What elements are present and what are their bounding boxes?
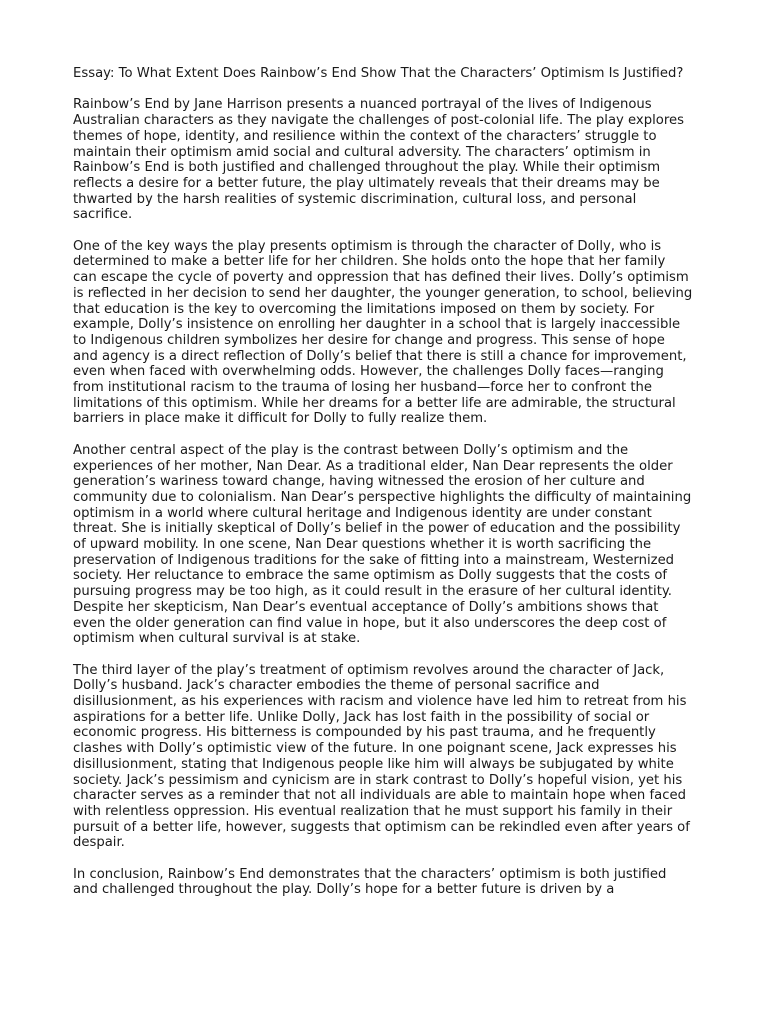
paragraph-jack: The third layer of the play’s treatment of optimism revolves around the character of Jack, Dolly’s husband. Jack’s character embodies the theme of personal sacrifice and disillusionment, as his experiences with racism and violence have led him to retreat from his aspirations for a better life. Unlike Dolly, Jack has lost faith in the possibility of social or economic progress. His bitterness is compounded by his past trauma, and he frequently clashes with Dolly’s optimistic view of the future. In one poignant scene, Jack expresses his disillusionment, stating that Indigenous people like him will always be subjugated by white society. Jack’s pessimism and cynicism are in stark contrast to Dolly’s hopeful vision, yet his character serves as a reminder that not all individuals are able to maintain hope when faced with relentless oppression. His eventual realization that he must support his family in their pursuit of a better life, however, suggests that optimism can be rekindled even after years of despair. <box>73 662 690 851</box>
paragraph-nan-dear: Another central aspect of the play is the contrast between Dolly’s optimism and the experiences of her mother, Nan Dear. As a traditional elder, Nan Dear represents the older generation’s wariness toward change, having witnessed the erosion of her culture and community due to colonialism. Nan Dear’s perspective highlights the difficulty of maintaining optimism in a world where cultural heritage and Indigenous identity are under constant threat. She is initially skeptical of Dolly’s belief in the power of education and the possibility of upward mobility. In one scene, Nan Dear questions whether it is worth sacrificing the preservation of Indigenous traditions for the sake of fitting into a mainstream, Westernized society. Her reluctance to embrace the same optimism as Dolly suggests that the costs of pursuing progress may be too high, as it could result in the erasure of her cultural identity. Despite her skepticism, Nan Dear’s eventual acceptance of Dolly’s ambitions shows that even the older generation can find value in hope, but it also underscores the deep cost of optimism when cultural survival is at stake. <box>73 442 692 647</box>
paragraph-dolly: One of the key ways the play presents optimism is through the character of Dolly, who is determined to make a better life for her children. She holds onto the hope that her family can escape the cycle of poverty and oppression that has defined their lives. Dolly’s optimism is reflected in her decision to send her daughter, the younger generation, to school, believing that education is the key to overcoming the limitations imposed on them by society. For example, Dolly’s insistence on enrolling her daughter in a school that is largely inaccessible to Indigenous children symbolizes her desire for change and progress. This sense of hope and agency is a direct reflection of Dolly’s belief that there is still a chance for improvement, even when faced with overwhelming odds. However, the challenges Dolly faces—ranging from institutional racism to the trauma of losing her husband—force her to confront the limitations of this optimism. While her dreams for a better life are admirable, the structural barriers in place make it difficult for Dolly to fully realize them. <box>73 238 693 427</box>
essay-title: Essay: To What Extent Does Rainbow’s End Show That the Characters’ Optimism Is Justified? <box>73 66 684 81</box>
essay-body <box>73 66 693 914</box>
paragraph-introduction: Rainbow’s End by Jane Harrison presents a nuanced portrayal of the lives of Indigenous Australian characters as they navigate the challenges of post-colonial life. The play explores themes of hope, identity, and resilience within the context of the characters’ struggle to maintain their optimism amid social and cultural adversity. The characters’ optimism in Rainbow’s End is both justified and challenged throughout the play. While their optimism reflects a desire for a better future, the play ultimately reveals that their dreams may be thwarted by the harsh realities of systemic discrimination, cultural loss, and personal sacrifice. <box>73 97 684 223</box>
paragraph-conclusion: In conclusion, Rainbow’s End demonstrates that the characters’ optimism is both justified and challenged throughout the play. Dolly’s hope for a better future is driven by a <box>73 866 667 898</box>
